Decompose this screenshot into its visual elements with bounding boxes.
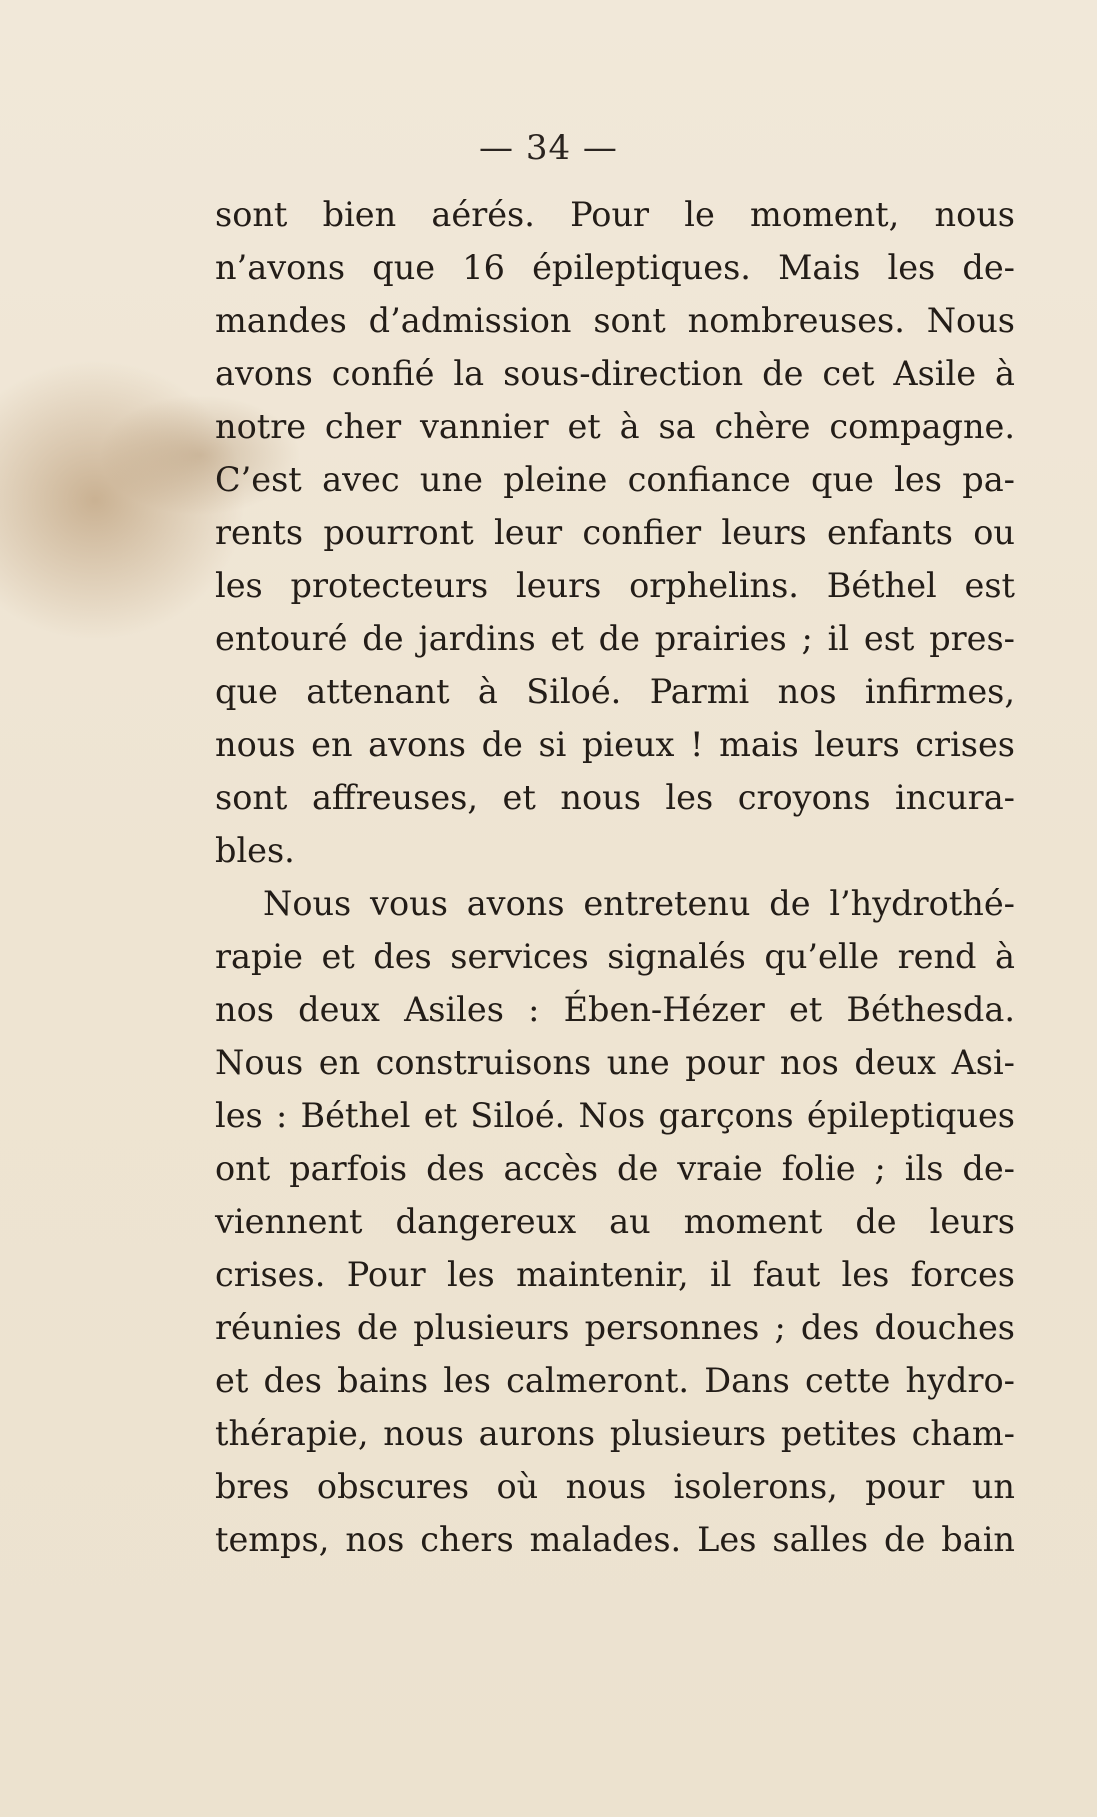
text-line: les protecteurs leurs orphelins. Béthel est xyxy=(215,566,1015,605)
text-line: que attenant à Siloé. Parmi nos infirmes, xyxy=(215,672,1015,711)
text-line: rents pourront leur confier leurs enfants ou xyxy=(215,513,1015,552)
text-line: C’est avec une pleine confiance que les pa- xyxy=(215,460,1015,499)
text-line: crises. Pour les maintenir, il faut les forces xyxy=(215,1255,1015,1294)
text-line: les : Béthel et Siloé. Nos garçons épileptiques xyxy=(215,1096,1015,1135)
text-line: notre cher vannier et à sa chère compagne. xyxy=(215,407,1015,446)
text-line: entouré de jardins et de prairies ; il est pres- xyxy=(215,619,1015,658)
text-line: sont affreuses, et nous les croyons incura- xyxy=(215,778,1015,817)
text-line: ont parfois des accès de vraie folie ; ils de- xyxy=(215,1149,1015,1188)
text-line: nos deux Asiles : Ében-Hézer et Béthesda. xyxy=(215,990,1015,1029)
text-line: mandes d’admission sont nombreuses. Nous xyxy=(215,301,1015,340)
text-line: n’avons que 16 épileptiques. Mais les de- xyxy=(215,248,1015,287)
text-line: nous en avons de si pieux ! mais leurs crises xyxy=(215,725,1015,764)
text-line: bres obscures où nous isolerons, pour un xyxy=(215,1467,1015,1506)
text-line: avons confié la sous-direction de cet Asile à xyxy=(215,354,1015,393)
text-line: viennent dangereux au moment de leurs xyxy=(215,1202,1015,1241)
text-line: bles. xyxy=(215,831,295,870)
text-line: Nous vous avons entretenu de l’hydrothé- xyxy=(263,884,1015,923)
text-line: rapie et des services signalés qu’elle rend à xyxy=(215,937,1015,976)
text-line: et des bains les calmeront. Dans cette hydro- xyxy=(215,1361,1015,1400)
text-line: thérapie, nous aurons plusieurs petites cham- xyxy=(215,1414,1015,1453)
text-line: temps, nos chers malades. Les salles de bain xyxy=(215,1520,1015,1559)
text-line: Nous en construisons une pour nos deux Asi- xyxy=(215,1043,1015,1082)
text-line: réunies de plusieurs personnes ; des douches xyxy=(215,1308,1015,1347)
text-line: sont bien aérés. Pour le moment, nous xyxy=(215,195,1015,234)
page-number: — 34 — xyxy=(479,128,618,168)
